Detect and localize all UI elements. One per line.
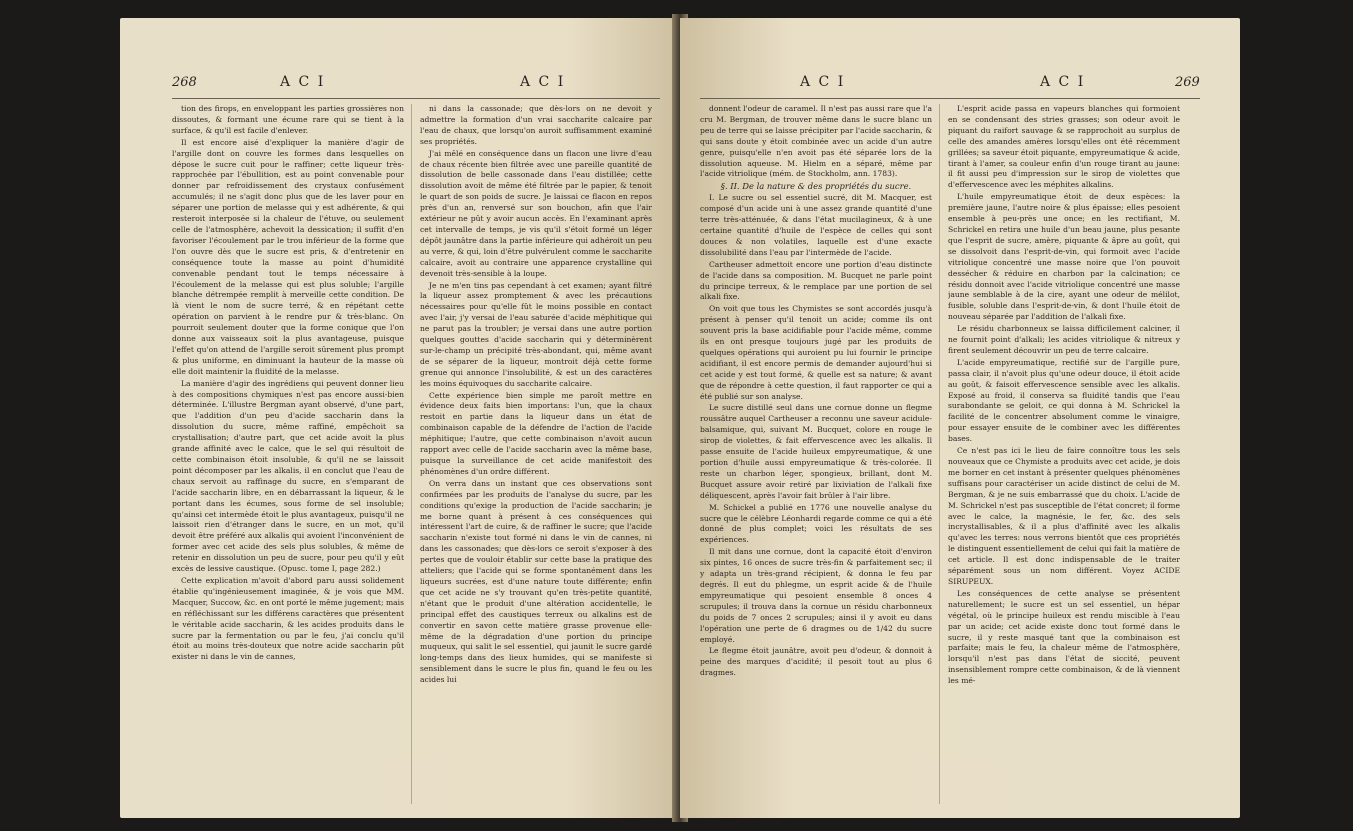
running-head-right-1: A C I <box>800 74 846 90</box>
paragraph: L'huile empyreumatique étoit de deux espèces: la première jaune, l'autre noire & plus épaisse; elles pesoient ensemble à peu-près une once; en les rectifiant, M. Schrickel en retira une huile d'un beau jaune, plus pesante que l'esprit de sucre, amère, piquante & âpre au goût, qui se dissolvoit dans l'esprit-de-vin, qui formoit avec l'acide vitriolique concentré une masse noire que l'on pouvoit dessécher & réduire en charbon par la calcination; ce résidu donnoit avec l'acide vitriolique concentré une masse jaune semblable à de la cire, ayant une odeur de mélilot, fusible, soluble dans l'esprit-de-vin, & dont l'huile étoit de nouveau séparée par l'addition de l'alkali fixe. <box>948 192 1180 322</box>
paragraph: Cartheuser admettoit encore une portion d'eau distincte de l'acide dans sa composition. M. Bucquet ne parle point du principe terreux, & le remplace par une portion de sel alkali fixe. <box>700 259 932 302</box>
column-divider <box>939 104 940 804</box>
paragraph: Cette explication m'avoit d'abord paru aussi solidement établie qu'ingénieusement imaginée, & je vois que MM. Macquer, Succow, &c. en ont porté le même jugement; mais en réfléchissant sur les différens caractères que présentent le véritable acide saccharin, & les acides produits dans le sucre par la fermentation ou par le feu, j'ai conclu qu'il étoit au moins très-douteux que notre acide saccharin pût exister ni dans le vin de cannes, <box>172 575 404 662</box>
page-number-right: 269 <box>1175 75 1200 90</box>
paragraph: tion des firops, en enveloppant les parties grossières non dissoutes, & formant une écume rare qui se tient à la surface, & qu'il est facile d'enlever. <box>172 104 404 135</box>
paragraph: donnent l'odeur de caramel. Il n'est pas aussi rare que l'a cru M. Bergman, de trouver même dans le sucre blanc un peu de terre qui se laisse précipiter par l'acide saccharin, & qui sans doute y étoit combinée avec un acide d'un autre genre, puisqu'elle n'en avoit pas été séparée lors de la dissolution aqueuse. M. Hielm en a séparé, même par l'acide vitriolique (mém. de Stockholm, ann. 1783). <box>700 104 932 179</box>
paragraph: Il mit dans une cornue, dont la capacité étoit d'environ six pintes, 16 onces de sucre très-fin & parfaitement sec; il y adapta un très-grand récipient, & donna le feu par degrés. Il eut du phlegme, un esprit acide & de l'huile empyreumatique qui pesoient ensemble 8 onces 4 scrupules; il trouva dans la cornue un résidu charbonneux du poids de 7 onces 2 scrupules; ainsi il y avoit eu dans l'opération une perte de 6 dragmes ou de 1/42 du sucre employé. <box>700 547 932 644</box>
paragraph: M. Schickel a publié en 1776 une nouvelle analyse du sucre que le célèbre Léonhardi regarde comme ce qui a été donné de plus complet; voici les résultats de ses expériences. <box>700 502 932 545</box>
running-head-right-2: A C I <box>1040 74 1086 90</box>
paragraph: Ce n'est pas ici le lieu de faire connoître tous les sels nouveaux que ce Chymiste a produits avec cet acide, je dois me borner en cet instant à présenter quelques phénomènes suffisans pour caractériser un acide distinct de celui de M. Bergman, & je ne suis embarrassé que du choix. L'acide de M. Schrickel n'est pas susceptible de l'état concret; il forme avec le calce, la magnésie, le fer, &c. des sels incrystallisables, & il a plus d'affinité avec les alkalis qu'avec les terres: nous verrons bientôt que ces propriétés le distinguent essentiellement de celui qui fait la matière de cet article. Il est donc indispensable de le traiter séparément sous un nom différent. Voyez ACIDE SIRUPEUX. <box>948 446 1180 586</box>
paragraph: L'acide empyreumatique, rectifié sur de l'argille pure, passa clair, il n'avoit plus qu'une odeur douce, il étoit acide au goût, & faisoit effervescence sensible avec les alkalis. Exposé au froid, il conserva sa fluidité tandis que l'eau surabondante se geloit, ce qui donna à M. Schrickel la facilité de le concentrer absolument comme le vinaigre, pour essayer ensuite de le combiner avec les différentes bases. <box>948 357 1180 444</box>
page-number-left: 268 <box>172 75 197 90</box>
right-page-column-2 <box>948 104 1180 804</box>
paragraph: Les conséquences de cette analyse se présentent naturellement; le sucre est un sel essentiel, un hépar végétal, où le principe huileux est rendu miscible à l'eau par un acide; cet acide existe donc tout formé dans le sucre, il y reste masqué tant que la combinaison est parfaite; mais le feu, la chaleur même de l'atmosphère, lorsqu'il n'est pas dans l'état de siccité, peuvent insensiblement rompre cette combinaison, & de là viennent les mé- <box>948 588 1180 686</box>
section-heading: §. II. De la nature & des propriétés du sucre. <box>720 181 912 192</box>
paragraph: J'ai mêlé en conséquence dans un flacon une livre d'eau de chaux récente bien filtrée avec une pareille quantité de dissolution de belle cassonade dans l'eau distillée; cette dissolution avoit de même été filtrée par le papier, & tenoit le quart de son poids de sucre. Je laissai ce flacon en repos près d'un an, renversé sur son bouchon, afin que l'air extérieur ne pût y avoir aucun accès. En l'examinant après cet intervalle de temps, je vis qu'il s'étoit formé un léger dépôt jaunâtre dans la partie inférieure qui adhéroit un peu au verre, & qui, loin d'être pulvérulent comme le saccharite calcaire, avoit au contraire une apparence crystalline qui devenoit très-sensible à la loupe. <box>420 148 652 278</box>
running-head-left-1: A C I <box>280 74 326 90</box>
paragraph: On voit que tous les Chymistes se sont accordés jusqu'à présent à penser qu'il tenoit un acide; comme ils ont souvent pris la base acidifiable pour l'acide même, comme ils en ont presque toujours jugé par les produits de quelques opérations qui auroient pu lui fournir le principe acidifiant, il est encore permis de demander aujourd'hui si cet acide y est tout formé, & quelle est sa nature; & avant que de répondre à cette question, il faut rapporter ce qui a été publié sur son analyse. <box>700 304 932 401</box>
paragraph: Le sucre distillé seul dans une cornue donne un flegme roussâtre auquel Cartheuser a reconnu une saveur acidule-balsamique, qui, suivant M. Bucquet, colore en rouge le sirop de violettes, & fait effervescence avec les alkalis. Il passe ensuite de l'acide huileux empyreumatique, & une portion d'huile aussi empyreumatique & très-colorée. Il reste un charbon léger, spongieux, brillant, dont M. Bucquet assure avoir retiré par lixiviation de l'alkali fixe déliquescent, après l'avoir fait brûler à l'air libre. <box>700 403 932 500</box>
right-page-column-1 <box>700 104 932 804</box>
left-page <box>120 18 680 818</box>
left-page-column-2 <box>420 104 652 804</box>
paragraph: Cette expérience bien simple me paroît mettre en évidence deux faits bien importans: l'un, que la chaux restoit en partie dans la liqueur dans un état de combinaison capable de la défendre de l'action de l'acide méphitique; l'autre, que cette combinaison n'avoit aucun rapport avec celle de l'acide saccharin avec la même base, puisque la surveillance de cet acide manifestoit des phénomènes d'un ordre différent. <box>420 390 652 476</box>
paragraph: Il est encore aisé d'expliquer la manière d'agir de l'argille dont on couvre les formes dans lesquelles on dépose le sucre cuit pour le raffiner; cette liqueur très-rapprochée par l'ébullition, est au point convenable pour donner par refroidissement des crystaux confusément accumulés; il ne s'agit donc plus que de les laver pour en séparer une portion de melasse qui y est adhérente, & qui resteroit interposée si la chaleur de l'étuve, ou seulement celle de l'atmosphère, achevoit la dessication; il suffit d'en favoriser l'écoulement par le trou inférieur de la forme que l'on ouvre dès que le sucre est pris, & d'entretenir en conséquence toute la masse au point d'humidité convenable pendant tout le temps nécessaire à l'écoulement de la melasse qui est plus soluble; l'argille blanche détrempée remplit à merveille cette condition. De là vient le nom de sucre terré, & en répétant cette opération on parvient à le rendre pur & très-blanc. On pourroit seulement douter que la forme conique que l'on donne aux vaisseaux soit la plus avantageuse, puisque l'effet qu'on attend de l'argille seroit sûrement plus prompt & plus uniforme, en diminuant la hauteur de la masse où elle doit maintenir la fluidité de la melasse. <box>172 137 404 376</box>
header-rule <box>172 98 660 99</box>
right-page <box>680 18 1240 818</box>
paragraph: Le flegme étoit jaunâtre, avoit peu d'odeur, & donnoit à peine des marques d'acidité; il pesoit tout au plus 6 dragmes. <box>700 646 932 678</box>
running-head-left-2: A C I <box>520 74 566 90</box>
paragraph: Le résidu charbonneux se laissa difficilement calciner, il ne fournit point d'alkali; les acides vitriolique & nitreux y firent seulement découvrir un peu de terre calcaire. <box>948 324 1180 355</box>
paragraph: ni dans la cassonade; que dès-lors on ne devoit y admettre la formation d'un vrai saccharite calcaire par l'eau de chaux, que lorsqu'on auroit suffisamment examiné ses propriétés. <box>420 104 652 146</box>
paragraph: On verra dans un instant que ces observations sont confirmées par les produits de l'analyse du sucre, par les conditions qu'exige la production de l'acide saccharin; je me borne quant à présent à ces conséquences qui intéressent l'art de cuire, & de raffiner le sucre; que l'acide saccharin n'existe tout formé ni dans le vin de cannes, ni dans les cassonades; que dès-lors ce seroit s'exposer à des pertes que de vouloir établir sur cette base la pratique des atteliers; que l'acide qui se forme spontanément dans les liqueurs sucrées, est d'une nature toute différente; enfin que cet acide ne s'y trouvant qu'en très-petite quantité, n'étant que le produit d'une altération accidentelle, le principal effet des caustiques terreux ou alkalins est de convertir en savon cette matière grasse provenue elle-même de la dégradation d'une portion du principe muqueux, qui salit le sel essentiel, qui jaunit le sucre gardé long-temps dans des lieux humides, qui se manifeste si sensiblement dans le sucre le plus fin, quand le feu ou les acides lui <box>420 478 652 685</box>
paragraph: Je ne m'en tins pas cependant à cet examen; ayant filtré la liqueur assez promptement & avec les précautions nécessaires pour qu'elle fût le moins possible en contact avec l'air, j'y versai de l'eau saturée d'acide méphitique qui ne parut pas la troubler; je versai dans une autre portion quelques gouttes d'acide saccharin qui y déterminèrent sur-le-champ un précipité très-abondant, qui, même avant de se séparer de la liqueur, montroit déjà cette forme grenue qui annonce l'insolubilité, & est un des caractères les moins équivoques du saccharite calcaire. <box>420 280 652 388</box>
column-divider <box>411 104 412 804</box>
paragraph: L'esprit acide passa en vapeurs blanches qui formoient en se condensant des stries grasses; son odeur avoit le piquant du raifort sauvage & se rapprochoit au surplus de celle des amandes amères lorsqu'elles ont été récemment grillées; sa saveur étoit piquante, empyreumatique & acide, tirant à l'amer, sa couleur enfin d'un rouge tirant au jaune: il fit aussi peu d'impression sur le sirop de violettes que d'effervescence avec les méphites alkalins. <box>948 104 1180 190</box>
left-page-column-1 <box>172 104 404 804</box>
header-rule <box>700 98 1200 99</box>
paragraph: I. Le sucre ou sel essentiel sucré, dit M. Macquer, est composé d'un acide uni à une assez grande quantité d'une terre très-atténuée, & dans l'état mucilagineux, & à une certaine quantité d'huile de l'espèce de celles qui sont douces & non volatiles, laquelle est d'une exacte dissolubilité dans l'eau par l'intermède de l'acide. <box>700 193 932 257</box>
paragraph: La manière d'agir des ingrédiens qui peuvent donner lieu à des compositions chymiques n'est pas encore aussi-bien déterminée. L'illustre Bergman ayant observé, d'une part, que l'addition d'un peu d'acide saccharin dans la dissolution du sucre, même raffiné, empêchoit sa crystallisation; d'autre part, que cet acide avoit la plus grande affinité avec le calce, que le sel qui résultoit de cette combinaison étoit insoluble, & qu'il ne se laissoit point décomposer par les alkalis, il en conclut que l'eau de chaux servoit au raffinage du sucre, en s'emparant de l'acide saccharin libre, en en débarrassant la liqueur, & le portant dans les écumes, sous forme de sel insoluble; qu'ainsi cet intermède étoit le plus avantageux, puisqu'il ne laissoit rien d'étranger dans le sucre, en un mot, qu'il devoit être préféré aux alkalis qui avoient l'inconvénient de former avec cet acide des sels plus solubles, & même de retenir en dissolution un peu de sucre, pour peu qu'il y eût excès de lessive caustique. (Opusc. tome I, page 282.) <box>172 378 404 574</box>
